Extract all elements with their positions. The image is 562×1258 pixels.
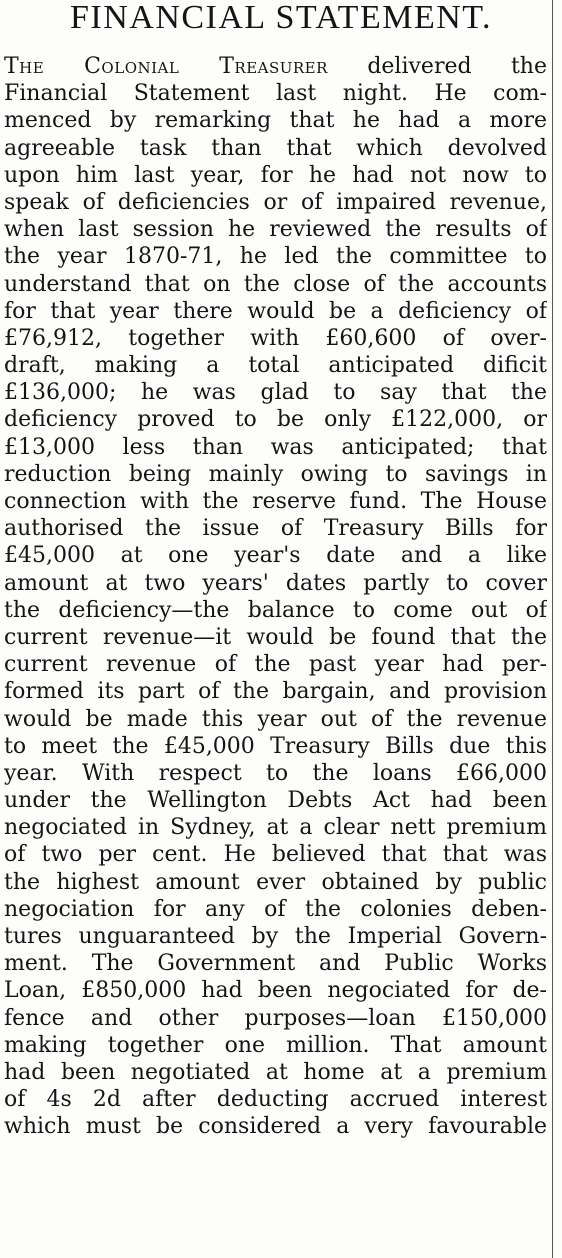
article-line: making together one million. That amount (4, 1032, 547, 1058)
article-line: negociation for any of the colonies deben- (4, 896, 547, 922)
article-line: fence and other purposes—loan £150,000 (4, 1005, 547, 1031)
article-line: speak of deficiencies or of impaired revenue, (4, 189, 547, 215)
lead-smallcaps: The Colonial Treasurer (4, 54, 328, 79)
article-line: of 4s 2d after deducting accrued interest (4, 1087, 547, 1113)
article-line: £136,000; he was glad to say that the (4, 380, 547, 406)
article-line: current revenue—it would be found that the (4, 624, 547, 650)
article-line: £13,000 less than was anticipated; that (4, 434, 547, 460)
article-line: the year 1870-71, he led the committee to (4, 244, 547, 270)
article-line: ment. The Government and Public Works (4, 951, 547, 977)
article-line: Loan, £850,000 had been negociated for de- (4, 978, 547, 1004)
article-line: authorised the issue of Treasury Bills for (4, 516, 547, 542)
article-line: agreeable task than that which devolved (4, 135, 547, 161)
article-line: tures unguaranteed by the Imperial Govern- (4, 924, 547, 949)
column-rule (552, 0, 553, 1258)
article-line: understand that on the close of the accounts (4, 271, 547, 297)
article-body (4, 53, 547, 1141)
article-line: amount at two years' dates partly to cover (4, 570, 547, 596)
article-line: had been negotiated at home at a premium (4, 1059, 547, 1085)
article-line: reduction being mainly owing to savings in (4, 461, 547, 487)
article-line: which must be considered a very favourable (4, 1114, 547, 1140)
article-line: to meet the £45,000 Treasury Bills due this (4, 733, 547, 759)
article-line: negociated in Sydney, at a clear nett premium (4, 815, 547, 841)
article-line: formed its part of the bargain, and provision (4, 679, 547, 705)
article-line: draft, making a total anticipated dificit (4, 353, 547, 379)
article-heading: FINANCIAL STATEMENT. (69, 0, 493, 36)
article-line: would be made this year out of the revenue (4, 706, 547, 732)
article-line (4, 53, 547, 80)
article-line: under the Wellington Debts Act had been (4, 788, 547, 814)
article-line: £45,000 at one year's date and a like (4, 543, 547, 569)
article-line: when last session he reviewed the results of (4, 217, 547, 243)
article-line: £76,912, together with £60,600 of over- (4, 325, 547, 351)
article-line: Financial Statement last night. He com- (4, 81, 547, 107)
article-line: the deficiency—the balance to come out of (4, 597, 547, 623)
article-line: year. With respect to the loans £66,000 (4, 760, 547, 786)
article-line: deficiency proved to be only £122,000, or (4, 407, 547, 433)
article-line: connection with the reserve fund. The House (4, 489, 547, 514)
article-line: the highest amount ever obtained by public (4, 869, 547, 895)
article-line: of two per cent. He believed that that was (4, 842, 547, 868)
article-line: for that year there would be a deficiency of (4, 298, 547, 324)
article-line: upon him last year, for he had not now to (4, 162, 547, 188)
article-line: current revenue of the past year had per- (4, 652, 547, 678)
article-line: menced by remarking that he had a more (4, 108, 547, 134)
article-line-text: delivered the (327, 54, 547, 79)
